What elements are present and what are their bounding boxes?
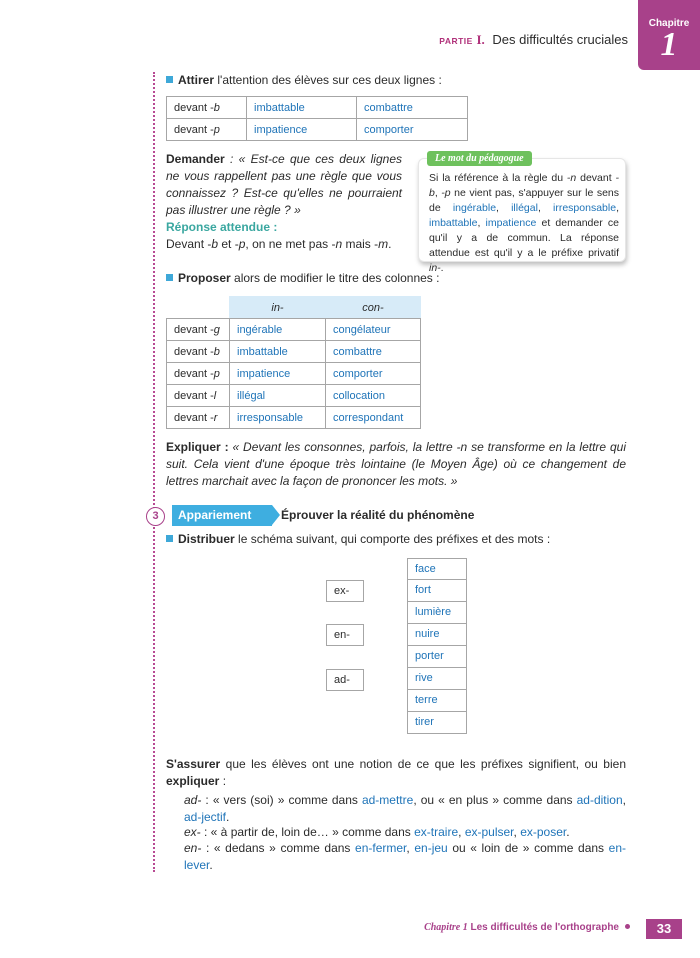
- section-badge: Appariement: [172, 505, 272, 526]
- table-cell: correspondant: [326, 407, 421, 429]
- table-row: [167, 341, 421, 363]
- table-cell: combattre: [326, 341, 421, 363]
- chapter-word: Chapitre: [648, 18, 690, 29]
- word-cell: nuire: [407, 624, 467, 646]
- margin-dotted-line: [153, 72, 155, 872]
- prefix-box: ad-: [326, 669, 364, 691]
- running-footer: [424, 922, 630, 933]
- table-row: [167, 363, 421, 385]
- bullet-square-icon: [166, 274, 173, 281]
- word-cell: porter: [407, 646, 467, 668]
- table-row: [167, 97, 468, 119]
- table-cell: collocation: [326, 385, 421, 407]
- definition-en: en- : « dedans » comme dans en-fermer, en-jeu ou « loin de » comme dans en-lever.: [184, 841, 627, 872]
- verb-distribuer: Distribuer: [178, 532, 235, 546]
- table-cell: devant -l: [167, 385, 230, 407]
- instruction-distribuer: [166, 532, 550, 546]
- table-cell: impatience: [247, 119, 357, 141]
- word-cell: tirer: [407, 712, 467, 734]
- table-cell: combattre: [357, 97, 468, 119]
- verb-proposer: Proposer: [178, 271, 231, 285]
- part-title: Des difficultés cruciales: [492, 32, 628, 47]
- table-cell: devant -p: [167, 363, 230, 385]
- definition-ad: ad- : « vers (soi) » comme dans ad-mettre, ou « en plus » comme dans ad-dition, ad-jectif.: [184, 793, 626, 824]
- word-column: [407, 558, 467, 734]
- word-cell: terre: [407, 690, 467, 712]
- verb-expliquer: Expliquer :: [166, 440, 229, 454]
- part-roman: I.: [476, 32, 485, 47]
- table-prefix-columns: [166, 296, 421, 429]
- instruction-proposer: [166, 271, 439, 285]
- answer-text: Devant -b et -p, on ne met pas -n mais -m.: [166, 237, 392, 251]
- bullet-square-icon: [166, 535, 173, 542]
- table-cell: imbattable: [230, 341, 326, 363]
- table-row: [167, 407, 421, 429]
- pedagogue-note-text: Si la référence à la règle du -n devant -b, -p ne vient pas, s'appuyer sur le sens de ingérable, illégal, irresponsable, imbattable, impatience et demander ce qu'il y a de commun. La réponse attendue est qu'il y a le préfixe privatif in-.: [429, 172, 620, 274]
- section-number: 3: [146, 507, 165, 526]
- chapter-tab: [638, 0, 700, 70]
- table-cell: devant -b: [167, 97, 247, 119]
- word-cell: face: [407, 558, 467, 580]
- table-header: con-: [326, 297, 421, 319]
- definition-ex: ex- : « à partir de, loin de… » comme dans ex-traire, ex-pulser, ex-poser.: [184, 825, 570, 839]
- table-cell: devant -g: [167, 319, 230, 341]
- table-header-empty: [167, 297, 230, 319]
- verb-demander: Demander: [166, 152, 225, 166]
- bullet-square-icon: [166, 76, 173, 83]
- table-row: [167, 319, 421, 341]
- table-row: [167, 385, 421, 407]
- table-header: in-: [230, 297, 326, 319]
- word-cell: fort: [407, 580, 467, 602]
- table-cell: comporter: [326, 363, 421, 385]
- table-cell: devant -p: [167, 119, 247, 141]
- table-cell: devant -r: [167, 407, 230, 429]
- prefix-box: en-: [326, 624, 364, 646]
- demander-text: : « Est-ce que ces deux lignes ne vous rappellent pas une règle que vous connaissez ? Est-ce qu'elles ne pourraient pas illustrer une règle ? »: [166, 152, 402, 217]
- pedagogue-note-tag: Le mot du pédagogue: [427, 151, 532, 166]
- verb-attirer: Attirer: [178, 73, 215, 87]
- page-number: 33: [646, 919, 682, 939]
- instruction-text: le schéma suivant, qui comporte des préfixes et des mots :: [234, 532, 551, 546]
- paragraph-expliquer: [166, 439, 626, 490]
- word-cell: lumière: [407, 602, 467, 624]
- prefix-box: ex-: [326, 580, 364, 602]
- part-label: PARTIE: [439, 36, 473, 46]
- chapter-number: 1: [660, 26, 678, 63]
- table-cell: illégal: [230, 385, 326, 407]
- table-cell: congélateur: [326, 319, 421, 341]
- paragraph-sassurer: S'assurer que les élèves ont une notion de ce que les préfixes signifient, ou bien expliquer :: [166, 757, 626, 788]
- footer-chapter: Chapitre 1: [424, 922, 468, 933]
- answer-label: Réponse attendue :: [166, 220, 278, 234]
- table-cell: ingérable: [230, 319, 326, 341]
- instruction-text: alors de modifier le titre des colonnes :: [230, 271, 440, 285]
- pedagogue-note-box: [418, 153, 626, 274]
- table-prefix-examples: [166, 96, 468, 141]
- instruction-text: l'attention des élèves sur ces deux lignes :: [217, 73, 442, 87]
- table-header-row: [167, 297, 421, 319]
- section-title: Éprouver la réalité du phénomène: [281, 508, 475, 522]
- running-header: [439, 32, 628, 48]
- footer-dot-icon: [625, 924, 630, 929]
- instruction-attirer: [166, 73, 442, 87]
- table-cell: irresponsable: [230, 407, 326, 429]
- table-cell: impatience: [230, 363, 326, 385]
- word-cell: rive: [407, 668, 467, 690]
- table-cell: imbattable: [247, 97, 357, 119]
- table-cell: devant -b: [167, 341, 230, 363]
- paragraph-demander: [166, 151, 402, 219]
- expliquer-text: « Devant les consonnes, parfois, la lettre -n se transforme en la lettre qui suit. Cela vient d'une époque très lointaine (le Moyen Âge) où ce changement de lettres marchait avec la façon de prononcer les mots. »: [166, 440, 626, 488]
- table-cell: comporter: [357, 119, 468, 141]
- footer-title: Les difficultés de l'orthographe: [470, 922, 619, 933]
- table-row: [167, 119, 468, 141]
